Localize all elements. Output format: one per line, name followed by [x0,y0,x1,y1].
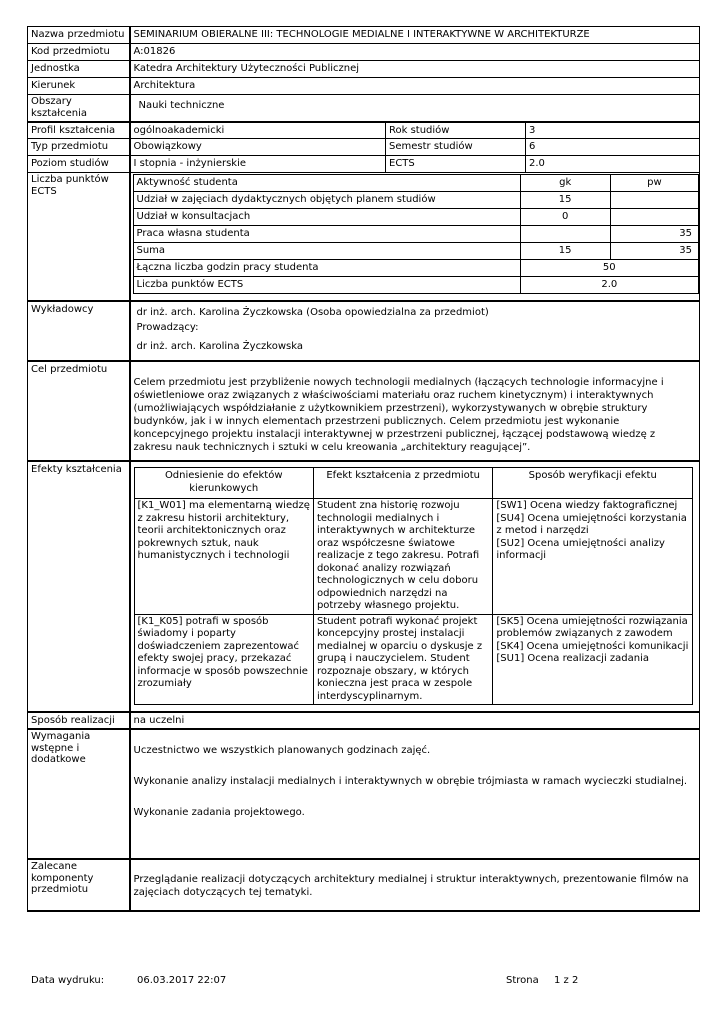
lecturer-name: dr inż. arch. Karolina Życzkowska [136,341,303,352]
verification-item: [SU2] Ocena umiejętności analizy informacji [496,537,665,561]
learning-outcomes-table [134,467,694,705]
outcomes-header-row [134,468,693,499]
ects-row-name: Udział w konsultacjach [133,209,520,226]
requirement-item: Wykonanie zadania projektowego. [133,807,305,818]
verification-item: [SU1] Ocena realizacji zadania [496,653,650,664]
label-kierunek: Kierunek [28,78,130,95]
label-jednostka: Jednostka [28,61,130,78]
verification-item: [SW1] Ocena wiedzy faktograficznej [496,500,678,511]
value-sposob: na uczelni [130,712,700,729]
outcome-effect: Student zna historię rozwoju technologii medialnych i interaktywnych w architekturze oraz współczesne światowe realizacje z tego zakresu. Potrafi dokonać analizy rozwiązań technologicznych w celu doboru odpowiednich narzędzi na potrzeby własnego projektu. [313,499,492,615]
value-jednostka: Katedra Architektury Użyteczności Publicznej [130,61,700,78]
page-label: Strona [506,975,539,986]
ects-row-pw [610,209,698,226]
ects-row-name: Udział w zajęciach dydaktycznych objętych planem studiów [133,192,520,209]
outcomes-row [134,499,693,615]
value-profil: ogólnoakademicki [130,122,386,139]
label-profil: Profil kształcenia [28,122,130,139]
requirement-item: Uczestnictwo we wszystkich planowanych godzinach zajęć. [133,745,431,756]
label-wykladowcy: Wykładowcy [28,301,130,361]
value-kierunek: Architektura [130,78,700,95]
value-ects: 2.0 [526,156,700,173]
value-obszary: Nauki techniczne [130,95,700,122]
page-number: 1 z 2 [554,975,579,986]
label-nazwa: Nazwa przedmiotu [28,27,130,44]
label-rok: Rok studiów [386,122,526,139]
ects-header-name: Aktywność studenta [133,175,520,192]
value-nazwa: SEMINARIUM OBIERALNE III: TECHNOLOGIE MEDIALNE I INTERAKTYWNE W ARCHITEKTURZE [130,27,700,44]
ects-row [133,243,699,260]
verification-item: [SU4] Ocena umiejętności korzystania z metod i narzędzi [496,512,687,536]
recommended-components-text: Przeglądanie realizacji dotyczących architektury medialnej i struktur interaktywnych, prezentowanie filmów na zajęciach dotyczących tej tematyki. [133,874,689,898]
ects-total-hours-value: 50 [520,260,698,277]
ects-row-gk: 0 [520,209,610,226]
print-date-label: Data wydruku: [31,975,105,986]
course-card-table [27,26,700,912]
ects-row [133,192,699,209]
lecturer-heading: Prowadzący: [136,322,199,333]
label-cel: Cel przedmiotu [28,361,130,461]
verification-item: [SK4] Ocena umiejętności komunikacji [496,640,689,652]
ects-row [133,209,699,226]
label-typ: Typ przedmiotu [28,139,130,156]
verification-item: [SK5] Ocena umiejętności rozwiązania problemów związanych z zawodem [496,615,688,639]
label-ects: ECTS [386,156,526,173]
value-kod: A:01826 [130,44,700,61]
ects-row-pw: 35 [610,243,698,260]
outcome-verification [493,499,693,615]
value-rok: 3 [526,122,700,139]
ects-header-gk: gk [520,175,610,192]
ects-header-row [133,175,699,192]
ects-row-gk: 15 [520,243,610,260]
label-sposob: Sposób realizacji [28,712,130,729]
outcomes-header-verification: Sposób weryfikacji efektu [493,468,693,499]
label-liczba-ects: Liczba punktów ECTS [28,173,130,302]
ects-row-name: Praca własna studenta [133,226,520,243]
outcome-effect: Student potrafi wykonać projekt koncepcyjny prostej instalacji medialnej w oparciu o dyskusje z grupą i nauczycielem. Student rozpoznaje obszary, w których konieczna jest praca w zespole interdyscyplinarnym. [313,614,492,705]
ects-row-gk: 15 [520,192,610,209]
label-kod: Kod przedmiotu [28,44,130,61]
outcome-reference: [K1_W01] ma elementarną wiedzę z zakresu historii architektury, teorii architektonicznych oraz pokrewnych sztuk, nauk humanistycznych i technologii [134,499,313,615]
label-efekty: Efekty kształcenia [28,461,130,712]
outcomes-row [134,614,693,705]
outcome-reference: [K1_K05] potrafi w sposób świadomy i poparty doświadczeniem zaprezentować efekty swojej pracy, przekazać informacje w sposób powszechnie zrozumiały [134,614,313,705]
label-semestr: Semestr studiów [386,139,526,156]
value-poziom: I stopnia - inżynierskie [130,156,386,173]
course-goal-text: Celem przedmiotu jest przybliżenie nowych technologii medialnych (łączących technologie informacyjne i oświetleniowe oraz związanych z właściwościami materiału oraz ruchem kinetycznym) i interaktywnych (umożliwiających współdziałanie z użytkownikiem przestrzeni), wykorzystywanych w obrębie struktury budynków, jak i w innych elementach przestrzeni publicznych. Celem przedmiotu jest wykonanie koncepcyjnego projektu instalacji interaktywnej w przestrzeni publicznej, łączącej podstawową wiedzę z zakresu nauk technicznych i sztuki w celu kreowania „architektury reagującej”. [133,377,664,453]
ects-header-pw: pw [610,175,698,192]
ects-row [133,226,699,243]
print-date: 06.03.2017 22:07 [137,975,227,986]
ects-total-hours-row [133,260,699,277]
ects-row-gk [520,226,610,243]
ects-total-points-name: Liczba punktów ECTS [133,277,520,294]
outcomes-header-effect: Efekt kształcenia z przedmiotu [313,468,492,499]
ects-total-hours-name: Łączna liczba godzin pracy studenta [133,260,520,277]
ects-row-pw [610,192,698,209]
label-wymagania: Wymagania wstępne i dodatkowe [28,729,130,859]
value-semestr: 6 [526,139,700,156]
value-typ: Obowiązkowy [130,139,386,156]
ects-total-points-value: 2.0 [520,277,698,294]
requirement-item: Wykonanie analizy instalacji medialnych i interaktywnych w obrębie trójmiasta w ramach wycieczki studialnej. [133,776,688,787]
label-obszary: Obszary kształcenia [28,95,130,122]
ects-total-points-row [133,277,699,294]
ects-row-name: Suma [133,243,520,260]
label-poziom: Poziom studiów [28,156,130,173]
outcomes-header-reference: Odniesienie do efektów kierunkowych [134,468,313,499]
lecturer-responsible: dr inż. arch. Karolina Życzkowska (Osoba opowiedzialna za przedmiot) [136,307,489,318]
label-zalecane: Zalecane komponenty przedmiotu [28,859,130,911]
ects-row-pw: 35 [610,226,698,243]
outcome-verification [493,614,693,705]
ects-table [133,174,700,294]
